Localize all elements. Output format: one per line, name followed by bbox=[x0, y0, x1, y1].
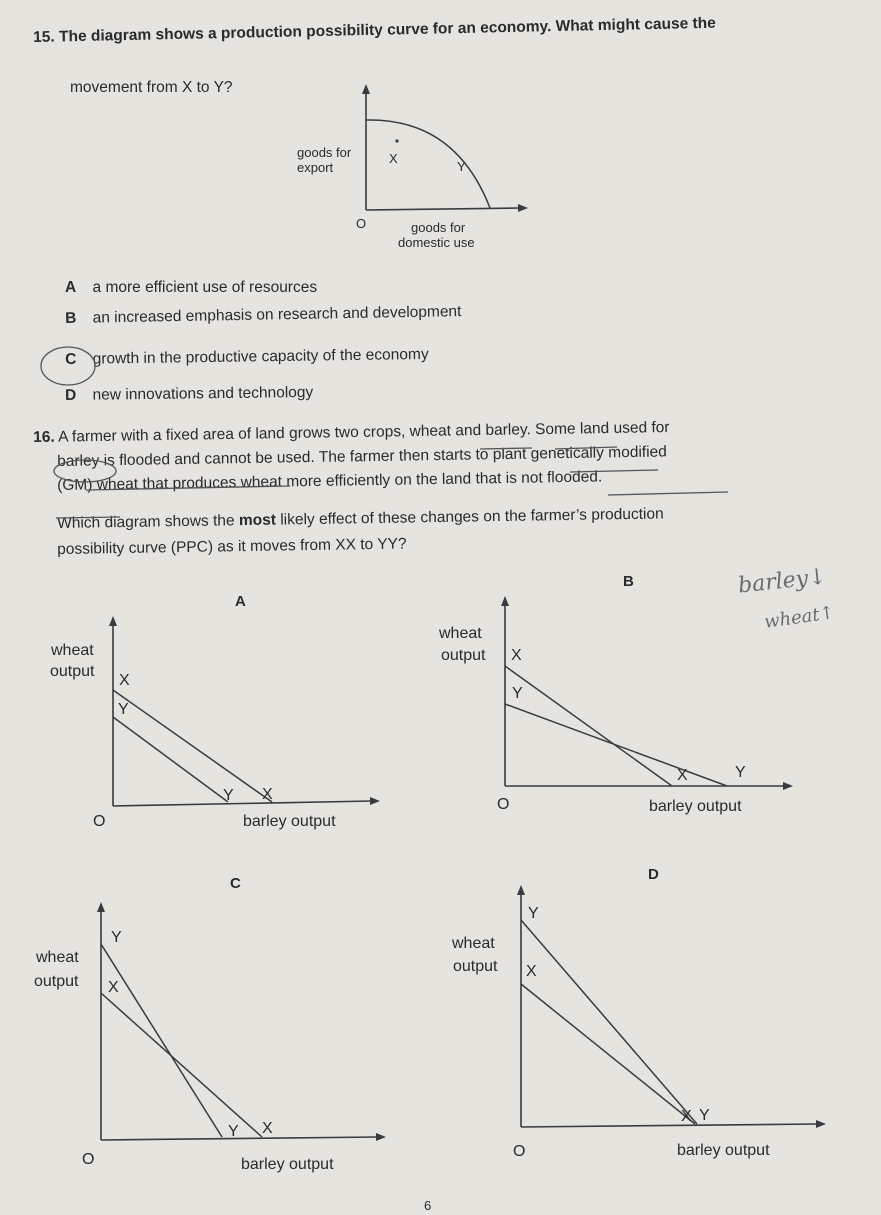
diagram-c-y-top: Y bbox=[111, 929, 122, 946]
diagram-a-xlabel: barley output bbox=[243, 813, 336, 830]
q15-line1: The diagram shows a production possibility curve for an economy. What might cause the bbox=[58, 14, 716, 46]
diagram-d-x-bottom: X bbox=[681, 1108, 692, 1125]
diagram-c-x-bottom: X bbox=[262, 1120, 273, 1137]
q15-x-label-2: domestic use bbox=[398, 235, 475, 250]
option-b-text: an increased emphasis on research and development bbox=[92, 303, 462, 327]
diagram-d-wheat: wheat bbox=[452, 935, 495, 952]
option-d-text: new innovations and technology bbox=[92, 383, 314, 404]
q16-line2: barley is flooded and cannot be used. The farmer then starts to plant genetically modified bbox=[57, 443, 667, 470]
diagram-a-y-bottom: Y bbox=[223, 787, 234, 804]
diagram-a-letter: A bbox=[235, 593, 246, 610]
diagram-b-output: output bbox=[441, 647, 486, 664]
option-c-letter: C bbox=[65, 350, 77, 368]
option-d-letter: D bbox=[65, 386, 77, 404]
diagram-d-y-bottom: Y bbox=[699, 1107, 710, 1124]
option-a-text: a more efficient use of resources bbox=[92, 279, 318, 296]
diagram-c-xlabel: barley output bbox=[241, 1156, 334, 1173]
diagram-a-origin: O bbox=[93, 813, 106, 830]
diagram-b-y-left: Y bbox=[512, 685, 523, 702]
diagram-a-wheat: wheat bbox=[51, 642, 94, 659]
q16-number: 16. bbox=[33, 428, 55, 446]
q15-line2: movement from X to Y? bbox=[70, 79, 233, 96]
diagram-c-letter: C bbox=[230, 875, 241, 892]
diagram-d-y-top: Y bbox=[528, 905, 539, 922]
diagram-d-origin: O bbox=[513, 1143, 526, 1160]
diagram-d-letter: D bbox=[648, 866, 659, 883]
diagram-b-wheat: wheat bbox=[439, 625, 482, 642]
q15-x-label-1: goods for bbox=[411, 220, 466, 235]
diagram-d-output: output bbox=[453, 958, 498, 975]
diagram-b-letter: B bbox=[623, 573, 634, 590]
q16-line3: (GM) wheat that produces wheat more efficiently on the land that is not flooded. bbox=[57, 468, 603, 494]
option-a-letter: A bbox=[65, 279, 77, 296]
diagram-c-y-bottom: Y bbox=[228, 1123, 239, 1140]
q15-origin: O bbox=[356, 216, 367, 231]
diagram-c-x-left: X bbox=[108, 979, 119, 996]
diagram-c-origin: O bbox=[82, 1151, 95, 1168]
diagram-c-wheat: wheat bbox=[36, 949, 79, 966]
option-b-letter: B bbox=[65, 309, 77, 327]
diagram-a-x-bottom: X bbox=[262, 786, 273, 803]
q15-point-x: X bbox=[389, 151, 398, 166]
q15-point-y: Y bbox=[457, 159, 466, 174]
diagram-a-y-left: Y bbox=[118, 701, 129, 718]
diagram-b-origin: O bbox=[497, 796, 510, 813]
diagram-d-xlabel: barley output bbox=[677, 1142, 770, 1159]
diagram-d-ppc-yy bbox=[521, 920, 697, 1124]
q16-line4: Which diagram shows the most likely effect of these changes on the farmer’s production bbox=[57, 505, 664, 532]
diagram-d-ppc-xx bbox=[521, 984, 695, 1124]
diagram-b-x-bottom: X bbox=[677, 767, 688, 784]
diagram-d-x-left: X bbox=[526, 963, 537, 980]
diagram-a-output: output bbox=[50, 663, 95, 680]
q15-y-label-1: goods for bbox=[297, 145, 352, 160]
q16-line1: 16. A farmer with a fixed area of land grows two crops, wheat and barley. Some land used for bbox=[33, 419, 670, 446]
q16-line5: possibility curve (PPC) as it moves from XX to YY? bbox=[57, 535, 407, 558]
note-barley: barley↓ bbox=[736, 564, 828, 599]
note-wheat: wheat↑ bbox=[762, 602, 836, 633]
diagram-a-x-top: X bbox=[119, 672, 130, 689]
page-number: 6 bbox=[424, 1198, 432, 1213]
diagram-c-output: output bbox=[34, 973, 79, 990]
q15-y-label-2: export bbox=[297, 160, 334, 175]
diagram-b-xlabel: barley output bbox=[649, 798, 742, 815]
diagram-b-x-top: X bbox=[511, 647, 522, 664]
option-c-text: growth in the productive capacity of the economy bbox=[92, 345, 429, 368]
diagram-b-y-bottom: Y bbox=[735, 764, 746, 781]
q15-number: 15. bbox=[33, 28, 55, 46]
